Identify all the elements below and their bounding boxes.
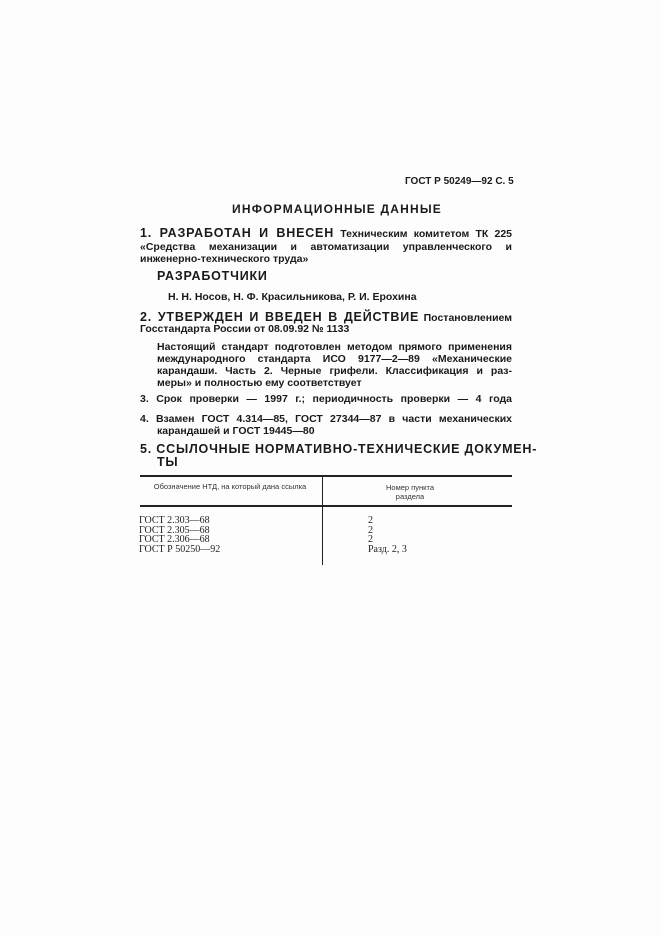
table-cell-designation: ГОСТ Р 50250—92 [139,544,221,556]
table-top-rule [140,475,512,477]
text-line [157,270,529,282]
table-cell-section: Разд. 2, 3 [368,544,407,556]
text-line: Н. Н. Носов, Н. Ф. Красильникова, Р. И. Ерохина [168,291,417,303]
text-line: 1. РАЗРАБОТАН И ВНЕСЕН Техническим комитетом ТК 225 [140,226,513,240]
table-cell-designation: ГОСТ 2.305—68 [139,524,210,536]
page-title: ИНФОРМАЦИОННЫЕ ДАННЫЕ [232,202,443,216]
text-line: международного стандарта ИСО 9177—2—89 «Механические [157,353,512,365]
text-line: 2. УТВЕРЖДЕН И ВВЕДЕН В ДЕЙСТВИЕ Постановлением [140,310,512,324]
text-line: Настоящий стандарт подготовлен методом прямого применения [157,341,512,353]
table-header-rule [140,505,512,507]
text-line: меры» и полностью ему соответствует [157,377,362,389]
text-line: Госстандарта России от 08.09.92 № 1133 [140,323,350,335]
text-line [140,442,538,456]
text-line [157,456,512,468]
text-line: 3. Срок проверки — 1997 г.; периодичность проверки — 4 года [140,393,512,405]
table-column-divider [322,477,323,565]
text-line: карандашей и ГОСТ 19445—80 [157,425,315,437]
text-line: 4. Взамен ГОСТ 4.314—85, ГОСТ 27344—87 в части механических [140,413,512,425]
table-cell-section: 2 [368,534,373,546]
table-cell-section: 2 [368,515,373,526]
table-header-section: Номер пункта раздела [385,483,434,501]
section-heading: РАЗРАБОТЧИКИ [157,269,268,283]
text-line: инженерно-технического труда» [140,253,309,265]
section-heading: 1. РАЗРАБОТАН И ВНЕСЕН [140,226,335,240]
table-header-designation: Обозначение НТД, на который дана ссылка [153,482,307,491]
table-cell-designation: ГОСТ 2.303—68 [139,515,210,526]
text-line: «Средства механизации и автоматизации управленческого и [140,241,512,253]
section-heading: 5. ССЫЛОЧНЫЕ НОРМАТИВНО-ТЕХНИЧЕСКИЕ ДОКУМЕН- [140,442,538,456]
page-header: ГОСТ Р 50249—92 С. 5 [405,176,514,187]
section-heading: ТЫ [157,455,179,469]
section-heading: 2. УТВЕРЖДЕН И ВВЕДЕН В ДЕЙСТВИЕ [140,310,420,324]
table-cell-designation: ГОСТ 2.306—68 [139,534,210,546]
table-cell-section: 2 [368,524,373,536]
text-line: карандаши. Часть 2. Черные грифели. Классификация и раз- [157,365,512,377]
